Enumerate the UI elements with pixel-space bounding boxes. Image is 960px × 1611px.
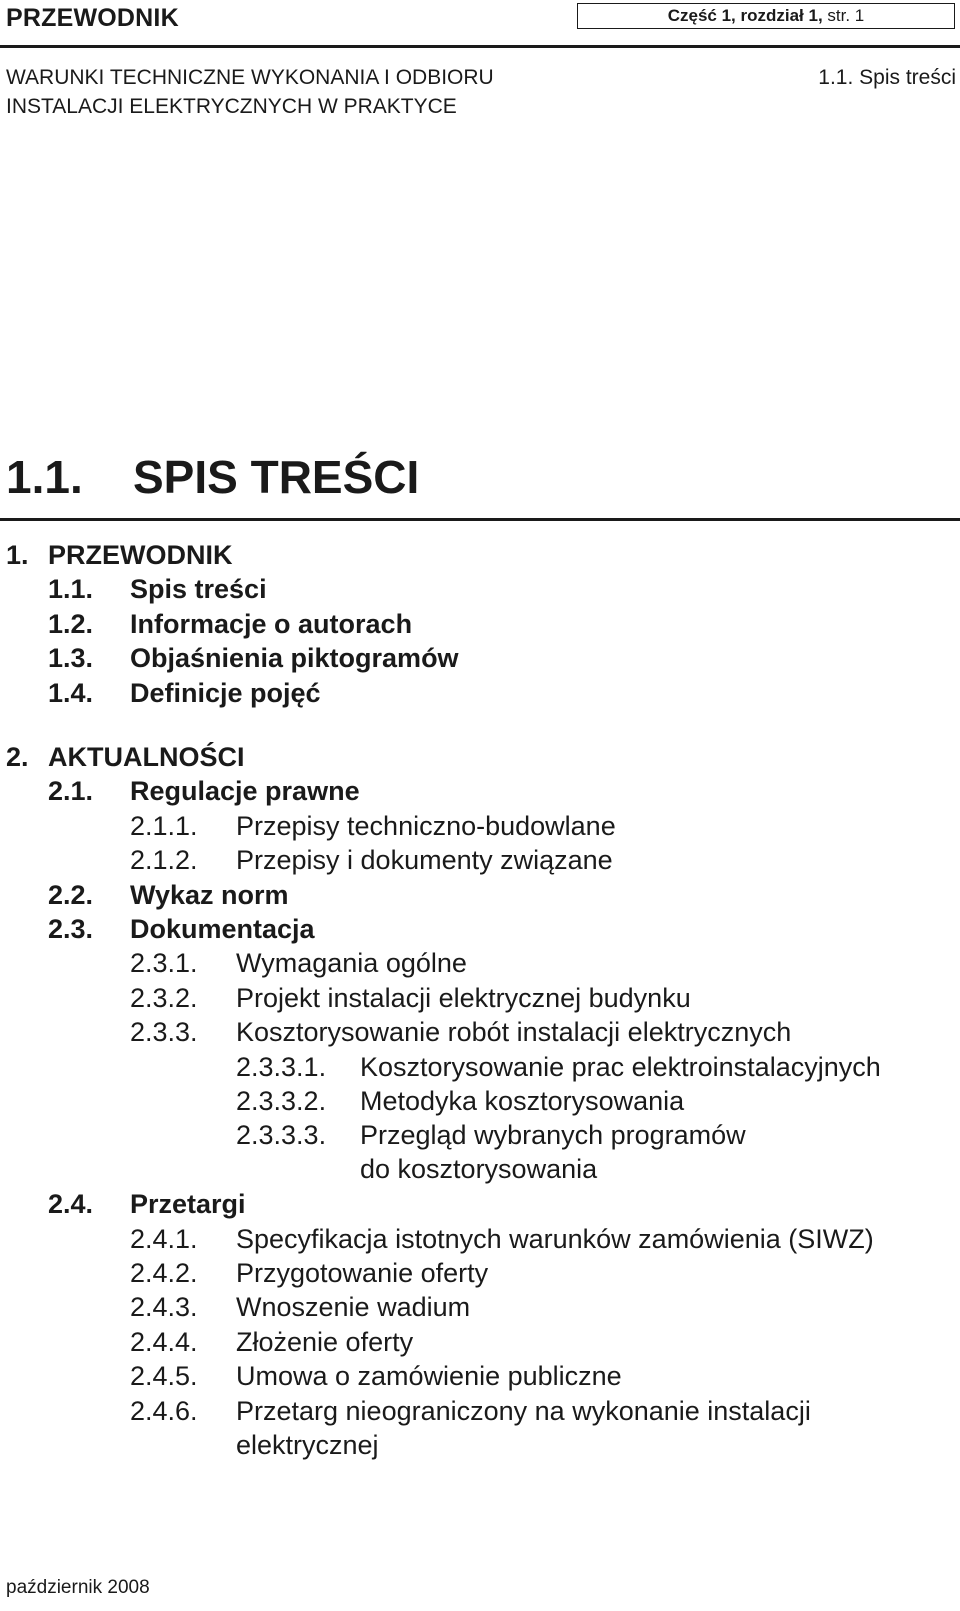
toc-entry-title	[130, 878, 289, 912]
toc-entry-title-line: do kosztorysowania	[360, 1154, 598, 1185]
footer-date: październik 2008	[6, 1577, 150, 1598]
toc-entry-title-line: Przepisy i dokumenty związane	[236, 845, 613, 876]
toc-entry-title	[236, 1290, 470, 1324]
toc-entry-number: 1.	[6, 540, 29, 570]
toc-entry-title	[236, 981, 691, 1015]
toc-entry-number: 2.4.5.	[130, 1361, 198, 1392]
toc-entry-title	[48, 740, 245, 774]
toc-entry-number: 2.3.3.2.	[236, 1086, 327, 1116]
toc-entry-title-line: Kosztorysowanie prac elektroinstalacyjnych	[360, 1051, 881, 1082]
page-heading	[6, 450, 419, 504]
page-heading-number: 1.1.	[6, 451, 83, 503]
toc-entry-number: 1.1.	[48, 574, 94, 605]
toc-entry-title	[130, 641, 459, 675]
toc-entry-title	[236, 1394, 811, 1462]
toc-entry-title-line: Objaśnienia piktogramów	[130, 643, 459, 674]
toc-entry-number: 1.3.	[48, 643, 94, 674]
toc-entry-number: 2.3.3.1.	[236, 1051, 327, 1082]
toc-entry-title-line: Kosztorysowanie robót instalacji elektrycznych	[236, 1017, 792, 1048]
toc-entry-number: 2.1.1.	[130, 810, 198, 841]
toc-entry-title	[130, 676, 321, 710]
toc-entry-title-line: Wykaz norm	[130, 879, 289, 910]
toc-entry-number: 2.4.4.	[130, 1326, 198, 1357]
toc-entry-title	[130, 1187, 246, 1221]
toc-entry-number: 2.2.	[48, 879, 94, 910]
section-label: 1.1. Spis treści	[818, 66, 956, 89]
toc-entry-title-line: AKTUALNOŚCI	[48, 742, 245, 772]
page-heading-text: SPIS TREŚCI	[133, 451, 420, 503]
toc-entry-number: 2.3.2.	[130, 982, 198, 1013]
toc-entry-number: 1.2.	[48, 608, 94, 639]
toc-entry-title-line: Projekt instalacji elektrycznej budynku	[236, 982, 691, 1013]
toc-entry-number: 1.4.	[48, 677, 94, 708]
toc-entry-title	[130, 572, 267, 606]
toc-entry-title-line: PRZEWODNIK	[48, 540, 233, 570]
toc-entry-title	[236, 1325, 413, 1359]
toc-entry-number: 2.3.	[48, 914, 94, 944]
toc-entry-number: 2.4.2.	[130, 1258, 198, 1288]
toc-entry-number: 2.4.3.	[130, 1292, 198, 1323]
toc-entry-title-line: Regulacje prawne	[130, 776, 360, 807]
document-title-line-2: INSTALACJI ELEKTRYCZNYCH W PRAKTYCE	[6, 95, 457, 118]
document-title-line-1: WARUNKI TECHNICZNE WYKONANIA I ODBIORU	[6, 66, 494, 89]
toc-entry-number: 2.4.	[48, 1189, 94, 1220]
toc-entry-title-line: Metodyka kosztorysowania	[360, 1086, 685, 1116]
toc-entry-title-line: Przetargi	[130, 1189, 246, 1220]
toc-entry-title-line: Dokumentacja	[130, 914, 315, 944]
document-title	[6, 63, 494, 121]
toc-entry-title	[236, 1015, 791, 1049]
toc-entry-number: 2.1.	[48, 776, 94, 807]
toc-entry-number: 2.3.1.	[130, 948, 198, 979]
toc-entry-title	[360, 1118, 746, 1186]
toc-entry-title-line: Wnoszenie wadium	[236, 1292, 471, 1323]
toc-entry-title	[130, 912, 315, 946]
toc-entry-title-line: Przetarg nieograniczony na wykonanie instalacji	[236, 1395, 811, 1426]
toc-entry-title-line: Przegląd wybranych programów	[360, 1120, 746, 1151]
header-divider	[0, 45, 960, 48]
toc-entry-title	[236, 1256, 488, 1290]
toc-entry-title-line: Wymagania ogólne	[236, 948, 467, 979]
page-location-page: str. 1	[822, 6, 865, 25]
toc-entry-number: 2.4.1.	[130, 1223, 198, 1254]
toc-entry-title-line: Spis treści	[130, 574, 267, 605]
toc-entry-title	[236, 946, 467, 980]
toc-entry-number: 2.3.3.3.	[236, 1120, 327, 1151]
toc-entry-title	[236, 809, 616, 843]
toc-entry-title-line: Przygotowanie oferty	[236, 1258, 489, 1288]
toc-entry-title-line: Definicje pojęć	[130, 677, 321, 708]
toc-entry-number: 2.4.6.	[130, 1395, 198, 1426]
toc-entry-number: 2.1.2.	[130, 845, 198, 876]
toc-entry-number: 2.3.3.	[130, 1017, 198, 1048]
toc-entry-title	[236, 843, 613, 877]
toc-entry-number: 2.	[6, 742, 29, 772]
toc-entry-title	[130, 774, 360, 808]
toc-entry-title-line: Informacje o autorach	[130, 608, 413, 639]
toc-entry-title-line: Specyfikacja istotnych warunków zamówienia (SIWZ)	[236, 1223, 874, 1254]
toc-entry-title	[48, 538, 233, 572]
toc-entry-title	[360, 1084, 684, 1118]
toc-entry-title-line: Złożenie oferty	[236, 1326, 414, 1357]
toc-entry-title-line: Przepisy techniczno-budowlane	[236, 810, 616, 841]
toc-entry-title-line: Umowa o zamówienie publiczne	[236, 1361, 622, 1392]
toc-entry-title	[360, 1050, 881, 1084]
toc-entry-title	[236, 1359, 622, 1393]
page-location-chapter: Część 1, rozdział 1,	[667, 6, 823, 25]
toc-entry-title	[130, 607, 412, 641]
toc-entry-title	[236, 1222, 874, 1256]
toc-entry-title-line: elektrycznej	[236, 1429, 379, 1460]
page-location-box	[577, 3, 955, 29]
heading-divider	[0, 518, 960, 521]
publication-title: PRZEWODNIK	[6, 4, 179, 32]
